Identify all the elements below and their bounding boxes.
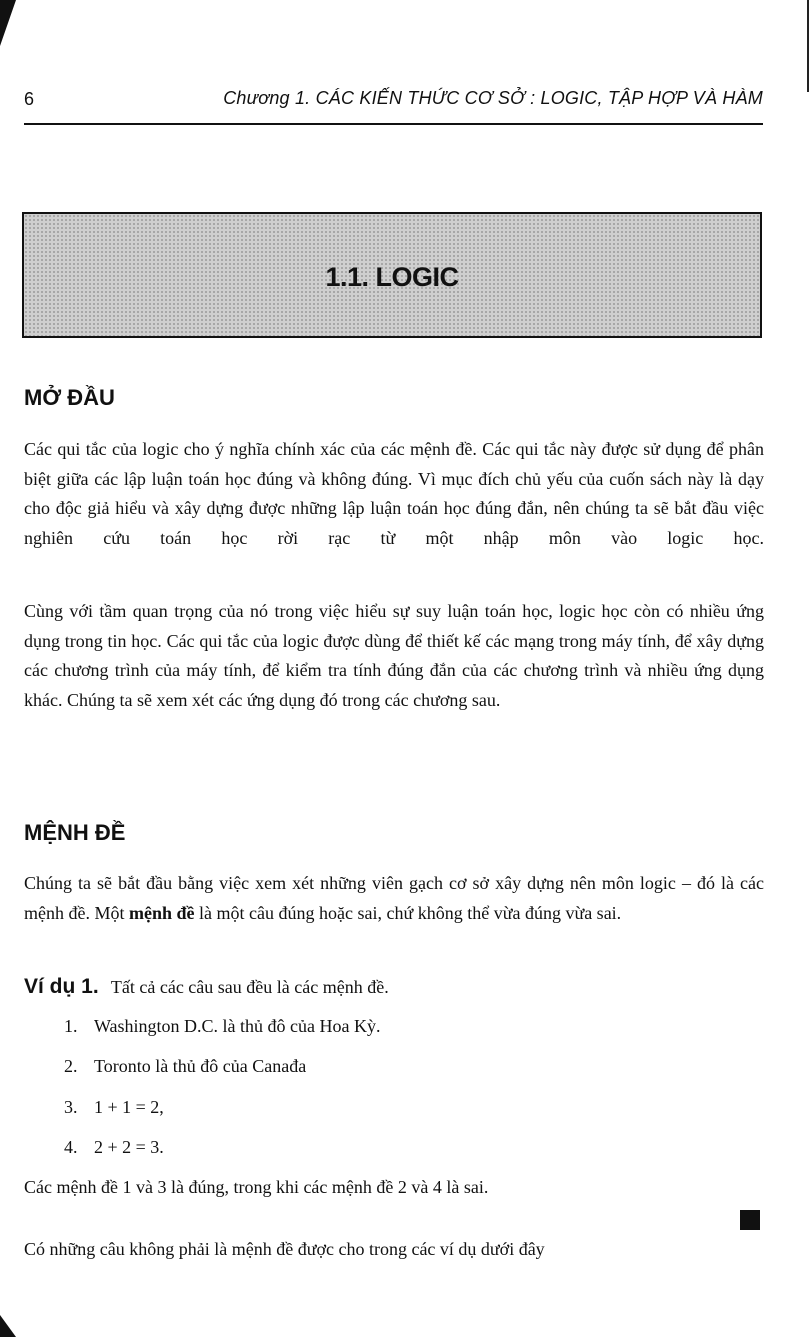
section-title: 1.1. LOGIC (325, 262, 459, 292)
list-item-number: 2. (64, 1056, 78, 1076)
intro-paragraph-2: Cùng với tầm quan trọng của nó trong việc hiểu sự suy luận toán học, logic học còn có nhiều ứng dụng trong tin học. Các qui tắc của logic được dùng để thiết kế các mạng trong máy tính, để xây dựng các chương trình của máy tính, để kiểm tra tính đúng đắn của các chương trình và nhiều ứng dụng khác. Chúng ta sẽ xem xét các ứng dụng đó trong các chương sau. (24, 601, 764, 710)
list-item-text: Washington D.C. là thủ đô của Hoa Kỳ. (94, 1016, 381, 1036)
list-item-number: 1. (64, 1016, 78, 1036)
list-item-number: 4. (64, 1137, 78, 1157)
list-item-text: Toronto là thủ đô của Canađa (94, 1056, 307, 1076)
list-item-text: 1 + 1 = 2, (94, 1097, 164, 1117)
intro-heading: MỞ ĐẦU (24, 385, 115, 410)
example-1-label: Ví dụ 1. (24, 975, 99, 998)
page-number: 6 (24, 89, 35, 109)
section-title-box (22, 212, 762, 338)
definition-term: mệnh đề (129, 902, 195, 923)
definition-text-after: là một câu đúng hoặc sai, chứ không thể vừa đúng vừa sai. (199, 902, 622, 923)
definition-text-before: Chúng ta sẽ bắt đầu bằng việc xem xét những viên gạch cơ sở xây dựng nên môn logic – đó là các mệnh đề. Một (24, 873, 764, 923)
end-of-example-mark (740, 1210, 760, 1230)
example-1-conclusion: Các mệnh đề 1 và 3 là đúng, trong khi các mệnh đề 2 và 4 là sai. (24, 1177, 489, 1197)
running-head: Chương 1. CÁC KIẾN THỨC CƠ SỞ : LOGIC, TẬP HỢP VÀ HÀM (223, 88, 763, 108)
scan-corner-bottom-left (0, 1315, 16, 1337)
list-item (64, 1137, 164, 1158)
closing-line: Có những câu không phải là mệnh đề được cho trong các ví dụ dưới đây (24, 1239, 545, 1259)
intro-paragraph-1: Các qui tắc của logic cho ý nghĩa chính xác của các mệnh đề. Các qui tắc này được sử dụng để phân biệt giữa các lập luận toán học đúng và không đúng. Vì mục đích chủ yếu của cuốn sách này là dạy cho độc giả hiểu và xây dựng được những lập luận toán học đúng đắn, nên chúng ta sẽ bắt đầu việc nghiên cứu toán học rời rạc từ một nhập môn vào logic học. (24, 439, 764, 548)
propositions-heading: MỆNH ĐỀ (24, 820, 126, 845)
propositions-definition (24, 869, 764, 928)
page-header (24, 86, 763, 112)
list-item (64, 1097, 164, 1118)
list-item (64, 1056, 306, 1077)
header-rule (24, 123, 763, 125)
example-1-intro: Tất cả các câu sau đều là các mệnh đề. (110, 977, 389, 997)
list-item (64, 1016, 381, 1037)
example-1-header (24, 975, 764, 999)
scan-corner-top-left (0, 0, 16, 46)
list-item-text: 2 + 2 = 3. (94, 1137, 164, 1157)
list-item-number: 3. (64, 1097, 78, 1117)
